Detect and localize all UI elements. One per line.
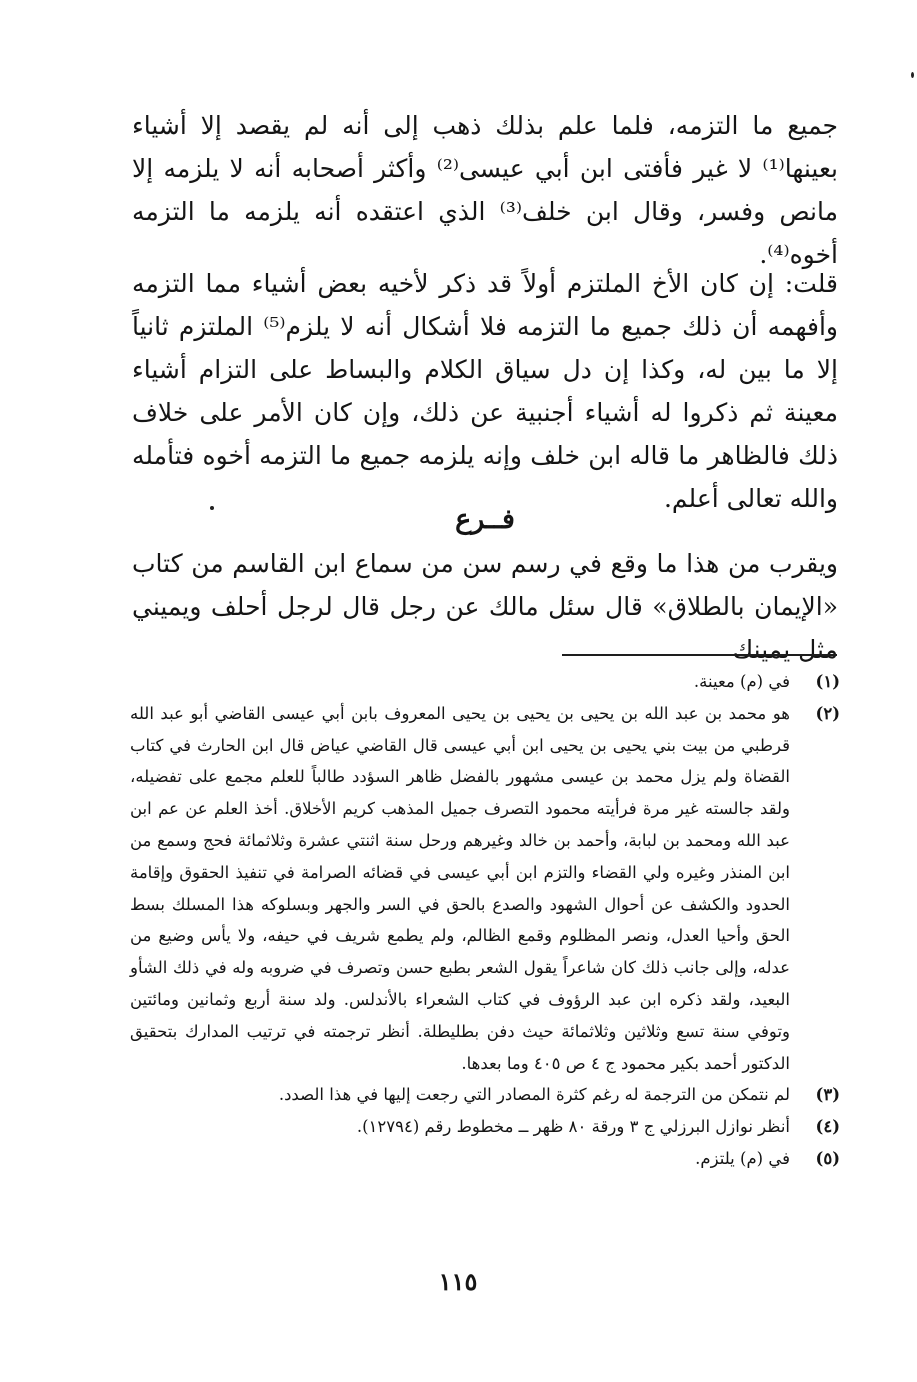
ink-speck <box>911 72 914 78</box>
footnote-4 <box>130 1111 840 1143</box>
paragraph-3: ويقرب من هذا ما وقع في رسم سن من سماع ابن القاسم من كتاب «الإيمان بالطلاق» قال سئل مالك عن رجل قال لرجل أحلف ويميني مثل يمينك <box>132 549 838 664</box>
footnote-number: (٤) <box>815 1117 840 1137</box>
ink-speck <box>210 506 214 510</box>
footnote-number: (٢) <box>815 703 840 723</box>
paragraph-1: جميع ما التزمه، فلما علم بذلك ذهب إلى أنه لم يقصد إلا أشياء بعينها⁽¹⁾ لا غير فأفتى ابن أبي عيسى⁽²⁾ وأكثر أصحابه أنه لا يلزمه إلا مانص وفسر، وقال ابن خلف⁽³⁾ الذي اعتقده أنه يلزمه ما التزمه أخوه⁽⁴⁾. <box>132 111 839 269</box>
footnote-text: لم نتمكن من الترجمة له رغم كثرة المصادر التي رجعت إليها في هذا الصدد. <box>278 1085 790 1105</box>
footnote-5 <box>130 1143 840 1175</box>
footnote-text: هو محمد بن عبد الله بن يحيى بن يحيى بن يحيى المعروف بابن أبي عيسى القاضي أبو عبد الله قرطبي من بيت بني يحيى بن يحيى ابن أبي عيسى قال القاضي عياض قال ابن الحارث في كتاب القضاة ولم يزل محمد بن عيسى مشهور بالفضل ظاهر السؤدد طالباً للعلم مجمع على تفضيله، ولقد جالسته غير مرة فرأيته محمود التصرف جميل المذهب كريم الأخلاق. أخذ العلم عن عم ابن عبد الله ومحمد بن لبابة، وأحمد بن خالد وغيرهم ورحل سنة اثنتي عشرة وثلاثمائة فحج وسمع من ابن المنذر وغيره ولي القضاء والتزم ابن أبي عيسى في قضائه الصرامة في تنفيذ الحقوق وإقامة الحدود والكشف عن أحوال الشهود والصدع بالحق في السر والجهر وبسلوكه هذا المسلك بسط الحق وأحيا العدل، ونصر المظلوم وقمع الظالم، ولم يطمع شريف في حيفه، ولا يأس وضيع من عدله، وإلى جانب ذلك كان شاعراً يقول الشعر بطبع حسن وتصرف في ضروبه وله في ذلك الشأو البعيد، ولقد ذكره ابن عبد الرؤوف في كتاب الشعراء بالأندلس. ولد سنة أربع وثمانين ومائتين وتوفي سنة تسع وثلاثين وثلاثمائة حيث دفن بطليطلة. أنظر ترجمته في ترتيب المدارك بتحقيق الدكتور أحمد بكير محمود ج ٤ ص ٤٠٥ وما بعدها. <box>130 703 790 1073</box>
footnote-text: في (م) يلتزم. <box>695 1148 790 1168</box>
paragraph-2: قلت: إن كان الأخ الملتزم أولاً قد ذكر لأخيه بعض أشياء مما التزمه وأفهمه أن ذلك جميع ما التزمه فلا أشكال أنه لا يلزم⁽⁵⁾ الملتزم ثانياً إلا ما بين له، وكذا إن دل سياق الكلام والبساط على التزام أشياء معينة ثم ذكروا له أشياء أجنبية عن ذلك، وإن كان الأمر على خلاف ذلك فالظاهر ما قاله ابن خلف وإنه يلزمه جميع ما التزمه أخوه فتأمله والله تعالى أعلم. <box>132 269 838 513</box>
footnote-number: (١) <box>815 672 840 691</box>
footnote-1 <box>130 666 840 698</box>
footnote-text: أنظر نوازل البرزلي ج ٣ ورقة ٨٠ ظهر ــ مخطوط رقم (١٢٧٩٤). <box>356 1117 790 1137</box>
footnotes <box>130 666 840 1175</box>
footnote-number: (٥) <box>815 1148 840 1168</box>
footnote-text: في (م) معينة. <box>693 672 790 691</box>
footnote-3 <box>130 1079 840 1111</box>
footnote-2 <box>130 698 840 1080</box>
page-number: ١١٥ <box>438 1267 478 1296</box>
footnote-number: (٣) <box>815 1085 840 1105</box>
section-heading: فــرع <box>455 504 515 535</box>
footnote-separator <box>562 654 837 656</box>
